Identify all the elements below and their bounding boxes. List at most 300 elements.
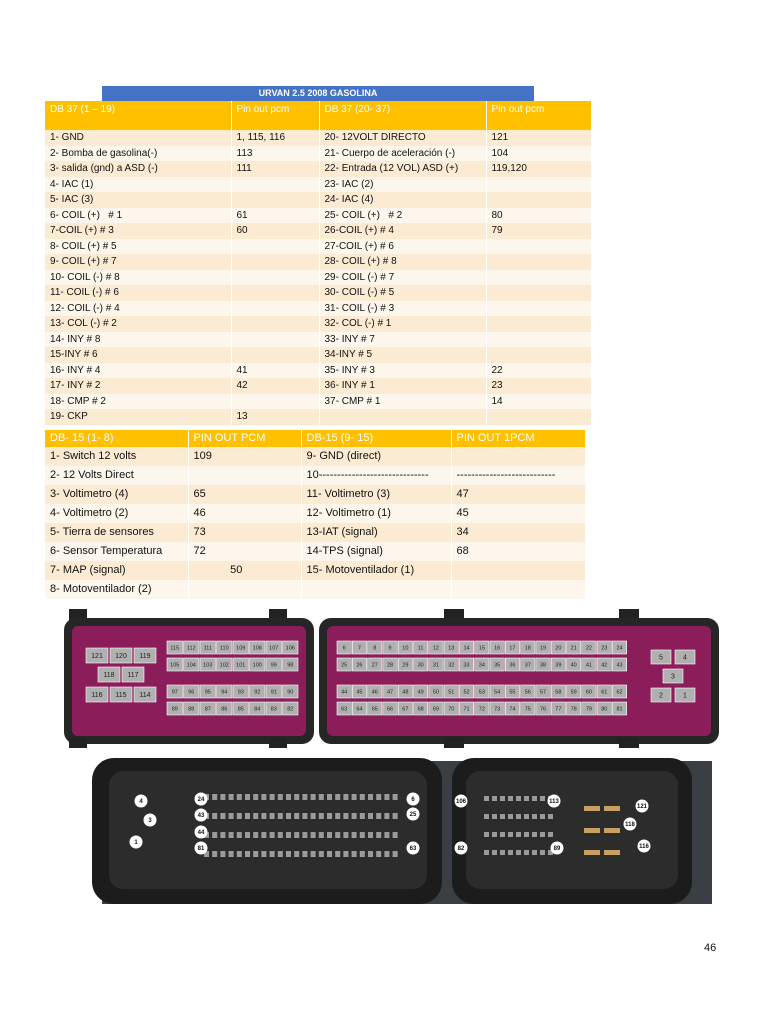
db37-cell [231,301,319,317]
photo-pin-label: 24 [197,797,205,804]
connector-pin-label: 103 [203,662,213,669]
db15-row [45,542,585,561]
connector-right-diagram [319,609,719,748]
connector-pin-label: 108 [252,645,262,652]
connector-pin-label: 73 [494,706,501,713]
photo-pin-label: 82 [457,846,465,853]
connector-pin-label: 35 [494,662,501,669]
connector-pin-label: 61 [601,689,608,696]
connector-pin-label: 121 [91,652,103,660]
connector-pin-label: 119 [139,652,151,660]
connector-terminal [261,813,266,819]
db37-cell: 24- IAC (4) [319,192,486,208]
db37-cell [231,394,319,410]
connector-pin-label: 115 [170,645,180,652]
db37-row [45,316,591,332]
connector-terminal [492,850,497,855]
connector-pin-label: 54 [494,689,501,696]
connector-terminal [335,832,340,838]
db37-cell: 21- Cuerpo de aceleración (-) [319,146,486,162]
connector-terminal [220,832,225,838]
connector-terminal-large [584,806,600,811]
db37-row [45,378,591,394]
photo-pin-label: 44 [197,830,205,837]
connector-terminal [500,850,505,855]
db15-cell: 15- Motoventilador (1) [301,561,451,580]
db37-cell: 13 [231,409,319,425]
photo-pin-label: 121 [636,804,648,811]
connector-pin-label: 81 [616,706,623,713]
db37-cell: 121 [486,130,591,146]
connector-terminal [327,813,332,819]
connector-terminal [376,851,381,857]
connector-terminal [278,832,283,838]
connector-terminal [532,832,537,837]
photo-pin-label: 116 [639,844,649,851]
connector-terminal [270,832,275,838]
photo-pin-label: 6 [411,797,415,804]
connector-pin-label: 76 [539,706,547,713]
db37-cell: 11- COIL (-) # 6 [45,285,231,301]
connector-pin-label: 37 [524,662,531,669]
connector-terminal [270,851,275,857]
connector-pin-label: 59 [570,689,577,696]
connector-pin-label: 63 [341,706,348,713]
connector-pin-label: 100 [252,662,262,669]
db37-cell: 8- COIL (+) # 5 [45,239,231,255]
db15-cell: 68 [451,542,585,561]
db37-cell: 41 [231,363,319,379]
db37-cell [486,270,591,286]
db15-cell: 13-IAT (signal) [301,523,451,542]
connector-pin-label: 72 [478,706,485,713]
db15-cell: 50 [188,561,301,580]
connector-pin-label: 55 [509,689,516,696]
connector-terminal [253,794,258,800]
connector-pin-label: 120 [115,652,127,660]
connector-pin-label: 34 [478,662,485,669]
db37-row [45,239,591,255]
connector-terminal [532,850,537,855]
connector-terminal [335,851,340,857]
connector-pin-label: 23 [601,645,608,652]
connector-left-diagram [64,609,314,748]
connector-pin-label: 7 [357,645,361,652]
connector-pin-label: 105 [170,662,180,669]
connector-terminal [229,832,234,838]
connector-pin-label: 9 [388,645,392,652]
db15-cell: 2- 12 Volts Direct [45,466,188,485]
db37-cell [486,347,591,363]
connector-terminal [302,851,307,857]
db37-cell [231,239,319,255]
connector-pin-label: 97 [171,689,178,696]
connector-terminal [352,813,357,819]
db37-cell: 2- Bomba de gasolina(-) [45,146,231,162]
db37-cell: 80 [486,208,591,224]
connector-terminal [492,832,497,837]
connector-terminal [278,851,283,857]
connector-pin-label: 62 [616,689,623,696]
connector-terminal [237,794,242,800]
photo-pin-label: 81 [197,846,205,853]
connector-terminal [335,794,340,800]
connector-terminal [311,851,316,857]
db15-cell: 8- Motoventilador (2) [45,580,188,599]
connector-pin-label: 16 [494,645,501,652]
connector-terminal [352,832,357,838]
connector-terminal-large [604,806,620,811]
connector-terminal [360,813,365,819]
db15-cell: 11- Voltimetro (3) [301,485,451,504]
db37-cell: 13- COL (-) # 2 [45,316,231,332]
photo-pin-label: 63 [409,846,417,853]
connector-terminal [302,832,307,838]
connector-terminal [548,832,553,837]
connector-terminal [286,813,291,819]
connector-terminal [229,813,234,819]
connector-pin-label: 101 [236,662,246,669]
connector-terminal [516,796,521,801]
db37-cell [231,285,319,301]
connector-pin-label: 75 [524,706,531,713]
connector-pin-label: 39 [555,662,562,669]
connector-pin-label: 85 [237,706,244,713]
connector-terminal [237,832,242,838]
connector-pin-label: 38 [539,662,547,669]
connector-terminal [384,813,389,819]
connector-pin-label: 83 [270,706,277,713]
connector-pin-label: 2 [659,692,663,700]
db15-cell: 10------------------------------ [301,466,451,485]
db37-cell [231,316,319,332]
connector-terminal [253,813,258,819]
connector-terminal [540,796,545,801]
db15-cell: 109 [188,447,301,466]
connector-pin-label: 90 [287,689,294,696]
connector-terminal [368,813,373,819]
connector-terminal [245,813,250,819]
db15-cell: 47 [451,485,585,504]
connector-pin-label: 53 [478,689,485,696]
connector-terminal [294,851,299,857]
db15-cell: 72 [188,542,301,561]
connector-terminal [311,813,316,819]
connector-pin-label: 92 [254,689,261,696]
connector-pin-label: 79 [585,706,593,713]
db37-cell [486,239,591,255]
db37-header-cell: Pin out pcm [231,101,319,130]
db15-cell [451,447,585,466]
connector-pin-label: 104 [186,662,196,669]
db37-cell: 42 [231,378,319,394]
db15-cell: 14-TPS (signal) [301,542,451,561]
db37-cell: 29- COIL (-) # 7 [319,270,486,286]
db15-cell: 34 [451,523,585,542]
db37-cell: 33- INY # 7 [319,332,486,348]
connector-pin-label: 48 [402,689,409,696]
connector-pin-label: 65 [371,706,378,713]
db37-cell: 111 [231,161,319,177]
db37-cell [486,301,591,317]
connector-pin-label: 22 [585,645,593,652]
connector-pin-label: 21 [570,645,577,652]
db37-cell: 18- CMP # 2 [45,394,231,410]
connector-pin-label: 27 [371,662,378,669]
connector-terminal [286,851,291,857]
connector-pin-label: 4 [683,654,687,662]
connector-pin-label: 111 [203,645,212,652]
db37-cell [486,409,591,425]
db15-row [45,447,585,466]
db37-cell: 79 [486,223,591,239]
db37-cell [486,254,591,270]
connector-terminal [393,794,398,800]
connector-terminal-large [584,828,600,833]
db37-cell: 20- 12VOLT DIRECTO [319,130,486,146]
connector-terminal [294,832,299,838]
photo-pin-label: 25 [409,812,417,819]
photo-pin-label: 106 [455,799,467,806]
db37-cell: 23- IAC (2) [319,177,486,193]
photo-pin-label: 4 [139,799,143,806]
db15-cell: 3- Voltimetro (4) [45,485,188,504]
connector-terminal [516,814,521,819]
connector-terminal [393,813,398,819]
connector-terminal [376,813,381,819]
connector-pin-label: 60 [585,689,593,696]
db37-row [45,270,591,286]
connector-pin-label: 89 [171,706,178,713]
connector-terminal-large [584,850,600,855]
db15-cell: 45 [451,504,585,523]
connector-terminal [212,813,217,819]
db15-pinout-table [45,430,586,599]
connector-terminal [278,813,283,819]
connector-pin-label: 32 [448,662,455,669]
connector-terminal [384,851,389,857]
db15-row [45,523,585,542]
db37-cell: 28- COIL (+) # 8 [319,254,486,270]
connector-pin-label: 30 [417,662,424,669]
connector-terminal [360,832,365,838]
connector-pin-label: 110 [219,645,229,652]
connector-terminal [319,794,324,800]
db15-row [45,485,585,504]
db37-row [45,254,591,270]
connector-terminal [253,851,258,857]
photo-pin-label: 3 [148,818,152,825]
db37-cell: 5- IAC (3) [45,192,231,208]
connector-pin-label: 82 [287,706,294,713]
connector-terminal [343,832,348,838]
connector-pin-label: 77 [555,706,562,713]
connector-pin-label: 18 [524,645,531,652]
db37-cell: 17- INY # 2 [45,378,231,394]
connector-terminal [343,851,348,857]
connector-terminal [302,813,307,819]
connector-pin-label: 112 [186,645,196,652]
db15-cell [451,561,585,580]
connector-terminal [548,814,553,819]
connector-terminal [500,832,505,837]
db37-cell: 27-COIL (+) # 6 [319,239,486,255]
db15-row [45,466,585,485]
connector-terminal [302,794,307,800]
db37-cell: 37- CMP # 1 [319,394,486,410]
connector-pin-label: 52 [463,689,470,696]
db15-cell [188,466,301,485]
db37-row [45,347,591,363]
db37-row [45,192,591,208]
db37-row [45,285,591,301]
connector-terminal [368,832,373,838]
connector-terminal [319,851,324,857]
db15-cell: 65 [188,485,301,504]
connector-terminal [524,796,529,801]
connector-pin-label: 71 [463,706,470,713]
db37-cell: 22- Entrada (12 VOL) ASD (+) [319,161,486,177]
connector-pin-label: 114 [139,691,151,699]
connector-pin-label: 69 [432,706,440,713]
connector-pin-label: 49 [417,689,424,696]
connector-terminal [524,850,529,855]
db37-cell [486,177,591,193]
photo-pin-label: 43 [197,813,205,820]
db37-cell [231,332,319,348]
db15-cell: 46 [188,504,301,523]
db15-row [45,504,585,523]
db15-cell: 6- Sensor Temperatura [45,542,188,561]
db37-row [45,332,591,348]
connector-terminal [540,850,545,855]
connector-pin-label: 19 [539,645,547,652]
db37-cell [486,332,591,348]
connector-terminal [484,850,489,855]
connector-pin-label: 46 [371,689,378,696]
connector-pin-label: 29 [402,662,409,669]
connector-pin-label: 50 [432,689,440,696]
connector-pin-label: 70 [448,706,455,713]
connector-pin-label: 118 [103,671,115,679]
db37-row [45,208,591,224]
connector-pin-label: 87 [204,706,211,713]
connector-pin-label: 44 [341,689,348,696]
db37-cell: 1- GND [45,130,231,146]
connector-pin-label: 106 [285,645,295,652]
connector-terminal [376,832,381,838]
db37-cell: 1, 115, 116 [231,130,319,146]
connector-pin-label: 117 [127,671,139,679]
connector-terminal [261,851,266,857]
db15-header-cell: PIN OUT 1PCM [451,430,585,447]
connector-pin-label: 42 [601,662,608,669]
db37-row [45,394,591,410]
db37-cell: 35- INY # 3 [319,363,486,379]
connector-terminal [245,794,250,800]
connector-terminal [261,794,266,800]
db37-cell: 23 [486,378,591,394]
connector-pin-label: 13 [448,645,455,652]
connector-pin-label: 96 [188,689,195,696]
db15-cell [188,580,301,599]
db15-cell: 73 [188,523,301,542]
connector-pin-label: 58 [555,689,562,696]
db37-cell [231,347,319,363]
connector-pin-label: 57 [539,689,547,696]
connector-terminal [245,851,250,857]
connector-pin-label: 88 [188,706,195,713]
db37-cell: 34-INY # 5 [319,347,486,363]
connector-pin-label: 28 [386,662,394,669]
db37-row [45,146,591,162]
connector-pin-label: 8 [373,645,377,652]
connector-terminal [384,794,389,800]
connector-terminal [294,794,299,800]
connector-pin-label: 86 [221,706,228,713]
db37-cell: 32- COL (-) # 1 [319,316,486,332]
db37-header-cell: DB 37 (20- 37) [319,101,486,130]
connector-pin-label: 107 [269,645,279,652]
connector-pin-label: 84 [254,706,261,713]
connector-terminal [540,814,545,819]
connector-terminal [319,813,324,819]
connector-terminal [229,851,234,857]
connector-pin-label: 15 [478,645,485,652]
connector-pin-label: 45 [356,689,363,696]
connector-terminal [212,832,217,838]
db37-cell [319,409,486,425]
connector-terminal [368,794,373,800]
db15-cell: 5- Tierra de sensores [45,523,188,542]
connector-terminal [360,794,365,800]
connector-terminal [220,794,225,800]
db37-cell: 12- COIL (-) # 4 [45,301,231,317]
connector-terminal [286,794,291,800]
connector-terminal [516,832,521,837]
connector-terminal [500,796,505,801]
connector-terminal [376,794,381,800]
db37-row [45,177,591,193]
connector-terminal [343,813,348,819]
connector-pin-label: 80 [601,706,608,713]
connector-pin-label: 1 [683,692,687,700]
connector-terminal [311,832,316,838]
db37-cell: 19- CKP [45,409,231,425]
db37-row [45,161,591,177]
db15-header-cell: DB-15 (9- 15) [301,430,451,447]
db15-row [45,580,585,599]
db37-cell: 7-COIL (+) # 3 [45,223,231,239]
connector-pin-label: 56 [524,689,531,696]
connector-terminal [327,832,332,838]
connector-terminal [245,832,250,838]
db15-cell: 9- GND (direct) [301,447,451,466]
connector-terminal [270,794,275,800]
connector-terminal [484,796,489,801]
connector-pin-label: 10 [402,645,409,652]
connector-pin-label: 3 [671,673,675,681]
connector-terminal [261,832,266,838]
connector-terminal [212,851,217,857]
connector-pin-label: 5 [659,654,663,662]
db37-row [45,409,591,425]
db37-cell [231,177,319,193]
connector-pin-label: 93 [237,689,244,696]
db37-cell: 14- INY # 8 [45,332,231,348]
connector-pin-label: 67 [402,706,409,713]
db15-cell: --------------------------- [451,466,585,485]
